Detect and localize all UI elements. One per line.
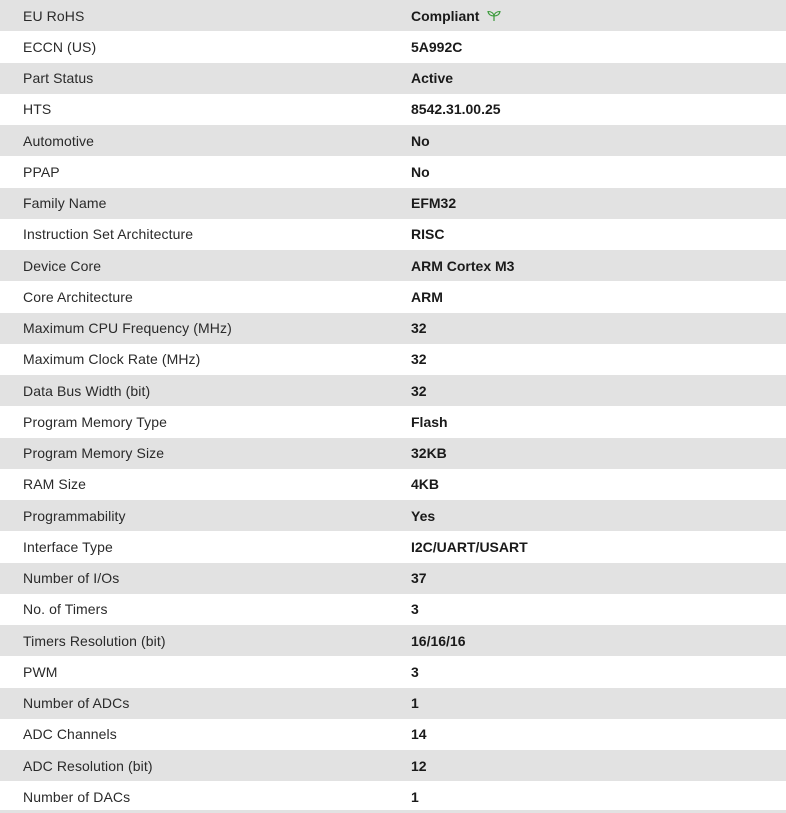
spec-value bbox=[387, 226, 786, 242]
spec-value bbox=[387, 164, 786, 180]
spec-row bbox=[0, 406, 786, 437]
spec-label: ADC Resolution (bit) bbox=[23, 757, 153, 774]
spec-row bbox=[0, 594, 786, 625]
spec-row bbox=[0, 375, 786, 406]
spec-value-text: EFM32 bbox=[411, 195, 457, 212]
spec-value-text: 32 bbox=[411, 382, 427, 399]
spec-value-text: ARM Cortex M3 bbox=[411, 257, 515, 274]
spec-value-text: 3 bbox=[411, 601, 419, 618]
spec-row bbox=[0, 188, 786, 219]
spec-row bbox=[0, 0, 786, 31]
spec-label: RAM Size bbox=[23, 476, 87, 493]
spec-value-text: No bbox=[411, 132, 430, 149]
spec-row bbox=[0, 156, 786, 187]
spec-value-text: 4KB bbox=[411, 476, 440, 493]
spec-value bbox=[387, 601, 786, 617]
spec-value bbox=[387, 351, 786, 367]
spec-label: HTS bbox=[23, 101, 52, 118]
spec-value-text: Yes bbox=[411, 507, 436, 524]
spec-value bbox=[387, 195, 786, 211]
spec-row bbox=[0, 250, 786, 281]
leaf-icon bbox=[487, 10, 501, 22]
spec-row bbox=[0, 219, 786, 250]
spec-value-text: 32 bbox=[411, 320, 427, 337]
spec-value bbox=[387, 508, 786, 524]
spec-label: Number of DACs bbox=[23, 788, 131, 805]
spec-label: Programmability bbox=[23, 507, 126, 524]
spec-row bbox=[0, 469, 786, 500]
spec-row bbox=[0, 125, 786, 156]
spec-value-text: Compliant bbox=[411, 7, 480, 24]
spec-label: Program Memory Size bbox=[23, 445, 165, 462]
spec-label: EU RoHS bbox=[23, 7, 85, 24]
spec-label: Part Status bbox=[23, 70, 94, 87]
spec-value-text: 1 bbox=[411, 788, 419, 805]
spec-value-text: ARM bbox=[411, 288, 443, 305]
spec-value-text: 3 bbox=[411, 663, 419, 680]
spec-value bbox=[387, 695, 786, 711]
spec-row bbox=[0, 625, 786, 656]
spec-value bbox=[387, 133, 786, 149]
spec-row bbox=[0, 719, 786, 750]
spec-value bbox=[387, 445, 786, 461]
spec-row bbox=[0, 750, 786, 781]
spec-value bbox=[387, 414, 786, 430]
spec-label: Maximum CPU Frequency (MHz) bbox=[23, 320, 232, 337]
spec-row bbox=[0, 281, 786, 312]
spec-row bbox=[0, 563, 786, 594]
spec-value bbox=[387, 289, 786, 305]
spec-row bbox=[0, 500, 786, 531]
spec-value bbox=[387, 101, 786, 117]
spec-value bbox=[387, 8, 786, 24]
spec-label: Program Memory Type bbox=[23, 413, 168, 430]
spec-label: ECCN (US) bbox=[23, 38, 97, 55]
spec-label: No. of Timers bbox=[23, 601, 108, 618]
spec-row bbox=[0, 63, 786, 94]
spec-value bbox=[387, 664, 786, 680]
spec-value-text: 12 bbox=[411, 757, 427, 774]
spec-value bbox=[387, 383, 786, 399]
spec-row bbox=[0, 531, 786, 562]
spec-value bbox=[387, 789, 786, 805]
spec-value-text: 32 bbox=[411, 351, 427, 368]
spec-label: Interface Type bbox=[23, 538, 113, 555]
spec-label: Data Bus Width (bit) bbox=[23, 382, 151, 399]
spec-label: Timers Resolution (bit) bbox=[23, 632, 166, 649]
spec-value bbox=[387, 70, 786, 86]
spec-row bbox=[0, 313, 786, 344]
spec-row bbox=[0, 656, 786, 687]
spec-value-text: Flash bbox=[411, 413, 448, 430]
spec-label: Core Architecture bbox=[23, 288, 133, 305]
spec-value bbox=[387, 570, 786, 586]
spec-value-text: 1 bbox=[411, 695, 419, 712]
spec-label: PWM bbox=[23, 663, 58, 680]
spec-row bbox=[0, 688, 786, 719]
spec-label: Number of ADCs bbox=[23, 695, 130, 712]
spec-value bbox=[387, 39, 786, 55]
spec-row bbox=[0, 31, 786, 62]
spec-value-text: RISC bbox=[411, 226, 445, 243]
spec-row bbox=[0, 94, 786, 125]
spec-row bbox=[0, 344, 786, 375]
spec-label: Family Name bbox=[23, 195, 107, 212]
spec-value bbox=[387, 633, 786, 649]
spec-label: PPAP bbox=[23, 163, 60, 180]
spec-value-text: Active bbox=[411, 70, 454, 87]
spec-value bbox=[387, 258, 786, 274]
spec-value bbox=[387, 476, 786, 492]
spec-value-text: No bbox=[411, 163, 430, 180]
spec-value bbox=[387, 539, 786, 555]
spec-row bbox=[0, 438, 786, 469]
spec-value-text: I2C/UART/USART bbox=[411, 538, 528, 555]
spec-label: Automotive bbox=[23, 132, 95, 149]
spec-label: Number of I/Os bbox=[23, 570, 120, 587]
spec-label: Instruction Set Architecture bbox=[23, 226, 194, 243]
spec-value bbox=[387, 320, 786, 336]
spec-value-text: 5A992C bbox=[411, 38, 463, 55]
spec-value-text: 37 bbox=[411, 570, 427, 587]
spec-label: Maximum Clock Rate (MHz) bbox=[23, 351, 201, 368]
spec-value-text: 32KB bbox=[411, 445, 447, 462]
spec-value-text: 16/16/16 bbox=[411, 632, 466, 649]
spec-value bbox=[387, 726, 786, 742]
spec-row bbox=[0, 781, 786, 812]
spec-label: ADC Channels bbox=[23, 726, 117, 743]
spec-label: Device Core bbox=[23, 257, 102, 274]
spec-value-text: 8542.31.00.25 bbox=[411, 101, 501, 118]
spec-value-text: 14 bbox=[411, 726, 427, 743]
spec-value bbox=[387, 758, 786, 774]
